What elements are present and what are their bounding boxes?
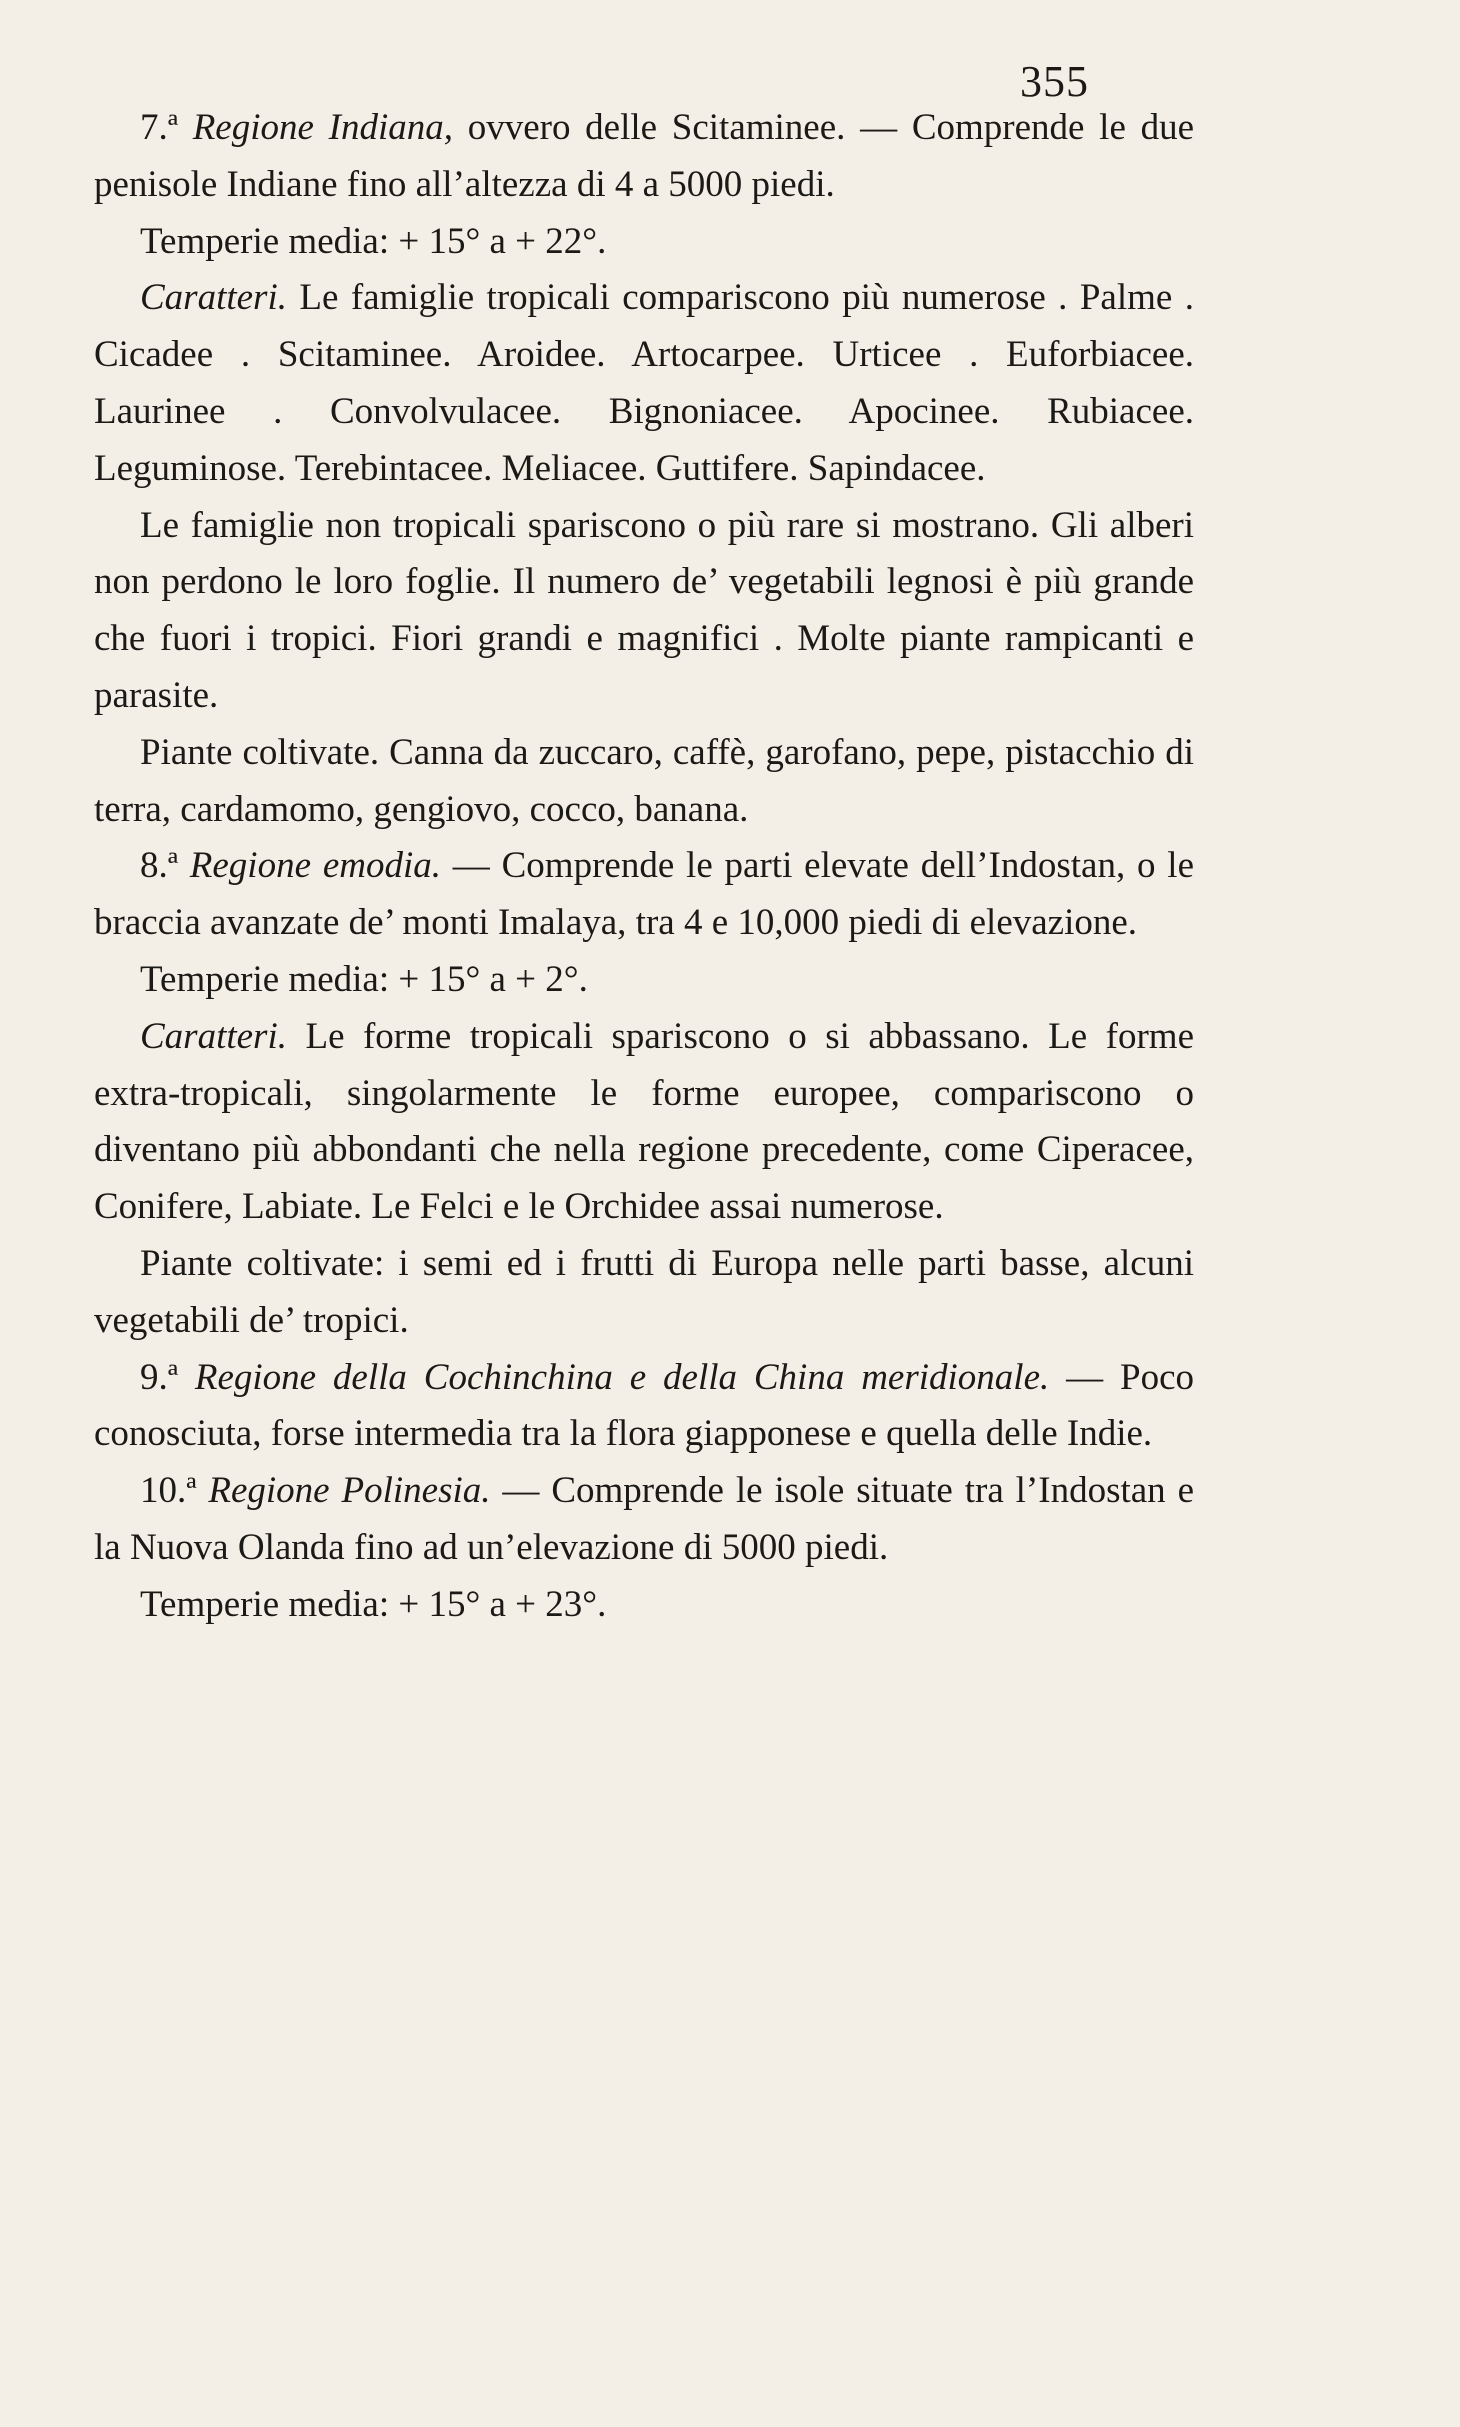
region-7-title: Regione Indiana, (192, 107, 453, 148)
region-9-paragraph (94, 1350, 1194, 1464)
region-7-families: Le famiglie non tropicali spariscono o più rare si mostrano. Gli alberi non perdono le loro foglie. Il numero de’ vegetabili legnosi è più grande che fuori i tropici. Fiori grandi e magnifici . Molte piante rampicanti e parasite. (94, 504, 1194, 716)
region-7-number: 7.ª (140, 107, 178, 148)
region-8-paragraph (94, 838, 1194, 952)
region-10-title: Regione Polinesia. (208, 1470, 491, 1512)
region-8-temperature: Temperie media: + 15° a + 2°. (140, 958, 588, 1000)
region-7-cultivated-plants: Piante coltivate. Canna da zuccaro, caffè, garofano, pepe, pistacchio di terra, cardamomo, gengiovo, cocco, banana. (94, 731, 1194, 830)
region-10-number: 10.ª (140, 1470, 197, 1512)
region-9-description: — Poco conosciuta, forse intermedia tra la flora giapponese e quella delle Indie. (94, 1356, 1195, 1455)
region-9-title: Regione della Cochinchina e della China meridionale. (194, 1356, 1050, 1398)
region-7-characters-label: Caratteri. (140, 277, 287, 319)
region-10-description: — Comprende le isole situate tra l’Indostan e la Nuova Olanda fino ad un’elevazione di 5000 piedi. (94, 1470, 1194, 1568)
region-9-number: 9.ª (140, 1356, 178, 1398)
region-7-characters-text: Le famiglie tropicali compariscono più numerose . Palme . Cicadee . Scitaminee. Aroidee. Artocarpee. Urticee . Euforbiacee. Laurinee . Convolvulacee. Bignoniacee. Apocinee. Rubiacee. Leguminose. Terebintacee. Meliacee. Guttifere. Sapindacee. (94, 277, 1194, 489)
region-8-characters-label: Caratteri. (140, 1015, 287, 1057)
region-8-description: — Comprende le parti elevate dell’Indostan, o le braccia avanzate de’ monti Imalaya, tra 4 e 10,000 piedi di elevazione. (94, 845, 1195, 944)
region-8-title: Regione emodia. (189, 845, 441, 887)
region-8-characters (94, 1009, 1194, 1236)
page-number: 355 (1020, 57, 1089, 106)
region-8-characters-text: Le forme tropicali spariscono o si abbassano. Le forme extra-tropicali, singolarmente le forme europee, compariscono o diventano più abbondanti che nella regione precedente, come Ciperacee, Conifere, Labiate. Le Felci e le Orchidee assai numerose. (94, 1015, 1194, 1228)
region-7-description: ovvero delle Scitaminee. — Comprende le due penisole Indiane fino all’altezza di 4 a 5000 piedi. (94, 107, 1195, 205)
region-7-paragraph (94, 100, 1194, 214)
region-10-temperature: Temperie media: + 15° a + 23°. (140, 1583, 607, 1625)
region-8-cultivated-plants: Piante coltivate: i semi ed i frutti di Europa nelle parti basse, alcuni vegetabili de’ tropici. (94, 1242, 1194, 1341)
region-10-paragraph (94, 1463, 1194, 1577)
region-7-temperature: Temperie media: + 15° a + 22°. (140, 220, 607, 262)
region-7-characters (94, 270, 1194, 497)
region-8-number: 8.ª (140, 845, 178, 887)
body-text (94, 100, 1194, 1634)
